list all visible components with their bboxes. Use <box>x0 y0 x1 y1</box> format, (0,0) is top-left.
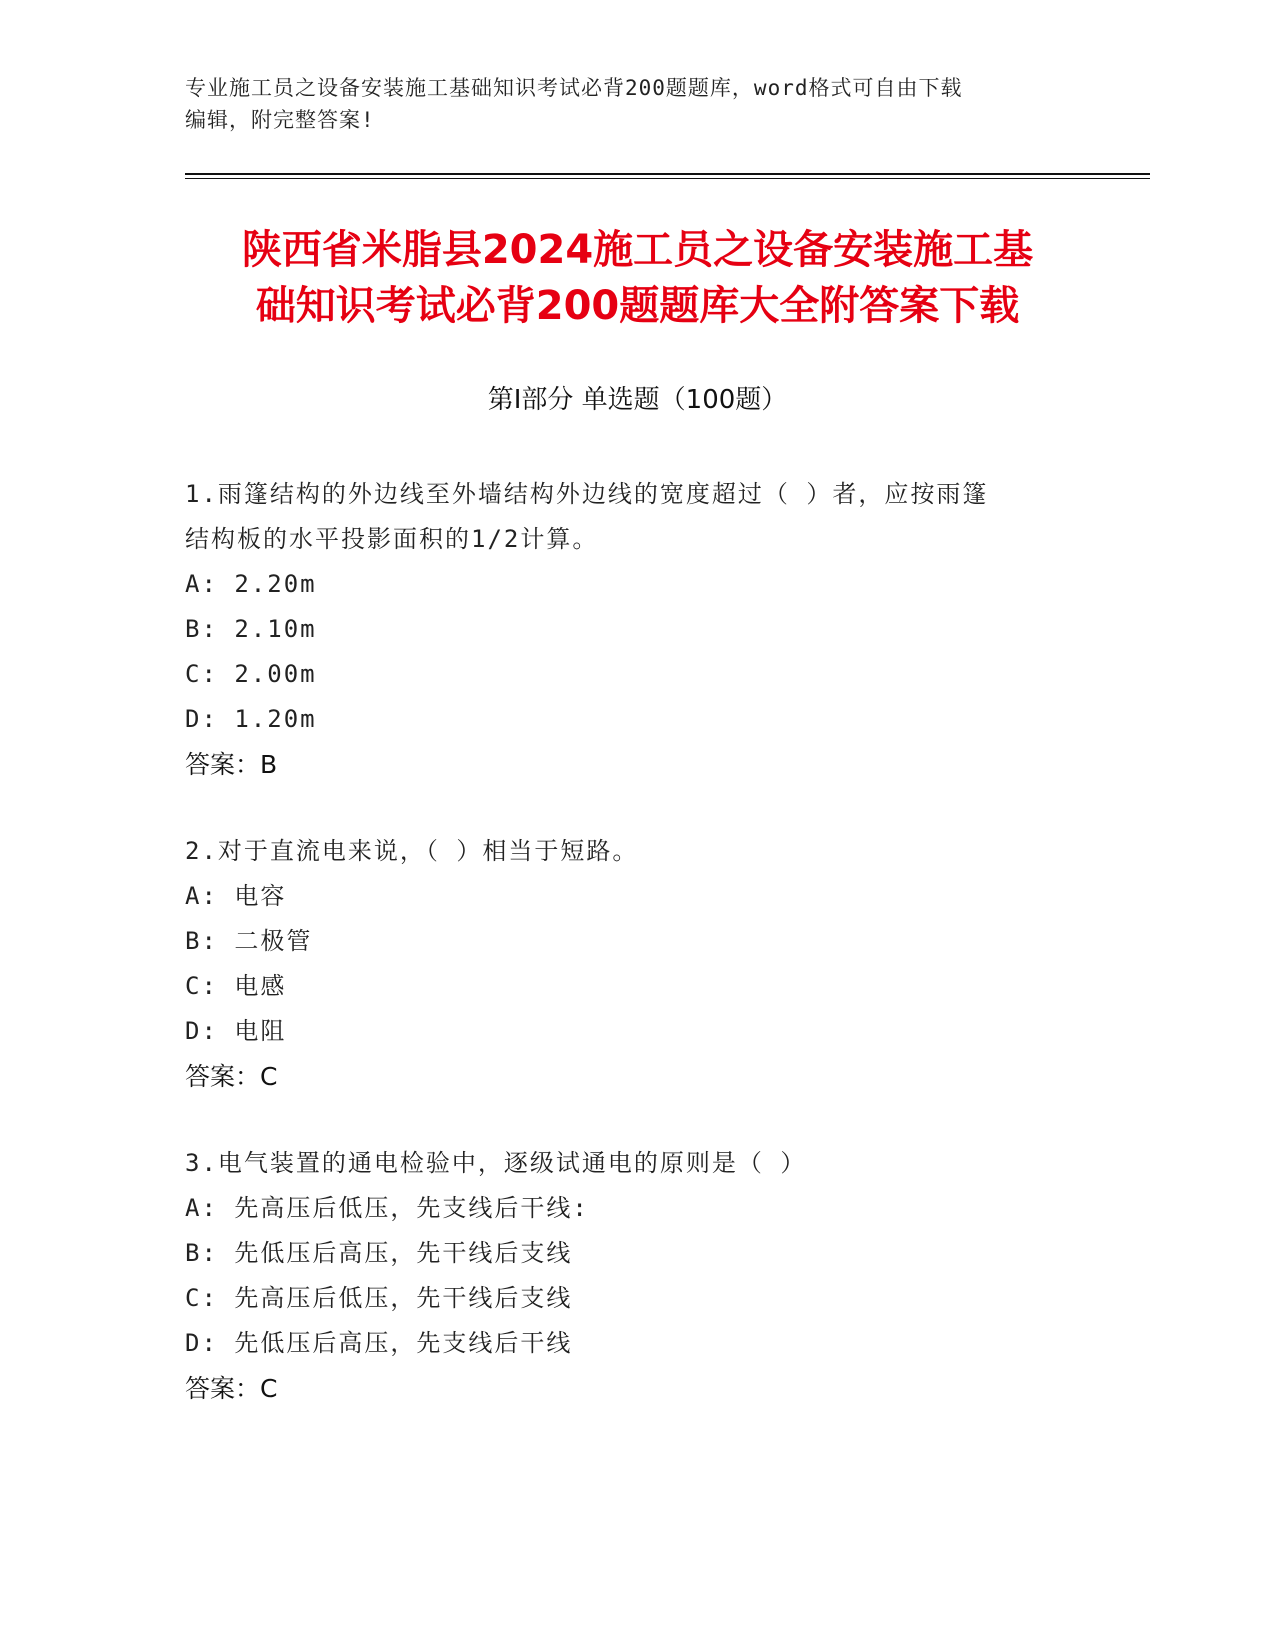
option-a: A: 2.20m <box>185 570 317 598</box>
option-c: C: 2.00m <box>185 660 317 688</box>
question-list <box>185 472 1085 1453</box>
option-d: D: 电阻 <box>185 1017 287 1045</box>
header-note-line-1: 专业施工员之设备安装施工基础知识考试必背200题题库，word格式可自由下载 <box>185 76 963 100</box>
option-b: B: 先低压后高压，先干线后支线 <box>185 1239 573 1267</box>
question-text-line: 3.电气装置的通电检验中，逐级试通电的原则是（ ） <box>185 1149 807 1177</box>
question-text <box>185 829 1085 874</box>
option-d: D: 1.20m <box>185 705 317 733</box>
option-d: D: 先低压后高压，先支线后干线 <box>185 1329 573 1357</box>
answer-line: 答案：C <box>185 1062 278 1091</box>
answer-line: 答案：C <box>185 1374 278 1403</box>
option-a: A: 先高压后低压，先支线后干线: <box>185 1194 589 1222</box>
option-c: C: 电感 <box>185 972 287 1000</box>
question-text <box>185 1141 1085 1186</box>
answer-line: 答案：B <box>185 750 278 779</box>
question-item <box>185 829 1085 1099</box>
option-b: B: 2.10m <box>185 615 317 643</box>
option-b: B: 二极管 <box>185 927 313 955</box>
question-text-line: 结构板的水平投影面积的1/2计算。 <box>185 525 599 553</box>
header-rule-thin <box>185 178 1150 179</box>
header-note-line-2: 编辑，附完整答案! <box>185 108 375 132</box>
question-text-line: 2.对于直流电来说，（ ）相当于短路。 <box>185 837 639 865</box>
question-item <box>185 472 1085 787</box>
document-title-line-2: 础知识考试必背200题题库大全附答案下载 <box>255 283 1020 329</box>
section-title: 第Ⅰ部分 单选题（100题） <box>487 385 788 415</box>
option-a: A: 电容 <box>185 882 287 910</box>
option-c: C: 先高压后低压，先干线后支线 <box>185 1284 573 1312</box>
question-text <box>185 472 1085 562</box>
header-note <box>185 72 1085 136</box>
document-title-line-1: 陕西省米脂县2024施工员之设备安装施工基 <box>241 227 1034 273</box>
header-rule-thick <box>185 173 1150 175</box>
question-item <box>185 1141 1085 1411</box>
document-title <box>120 222 1155 334</box>
question-text-line: 1.雨篷结构的外边线至外墙结构外边线的宽度超过（ ）者，应按雨篷 <box>185 480 989 508</box>
